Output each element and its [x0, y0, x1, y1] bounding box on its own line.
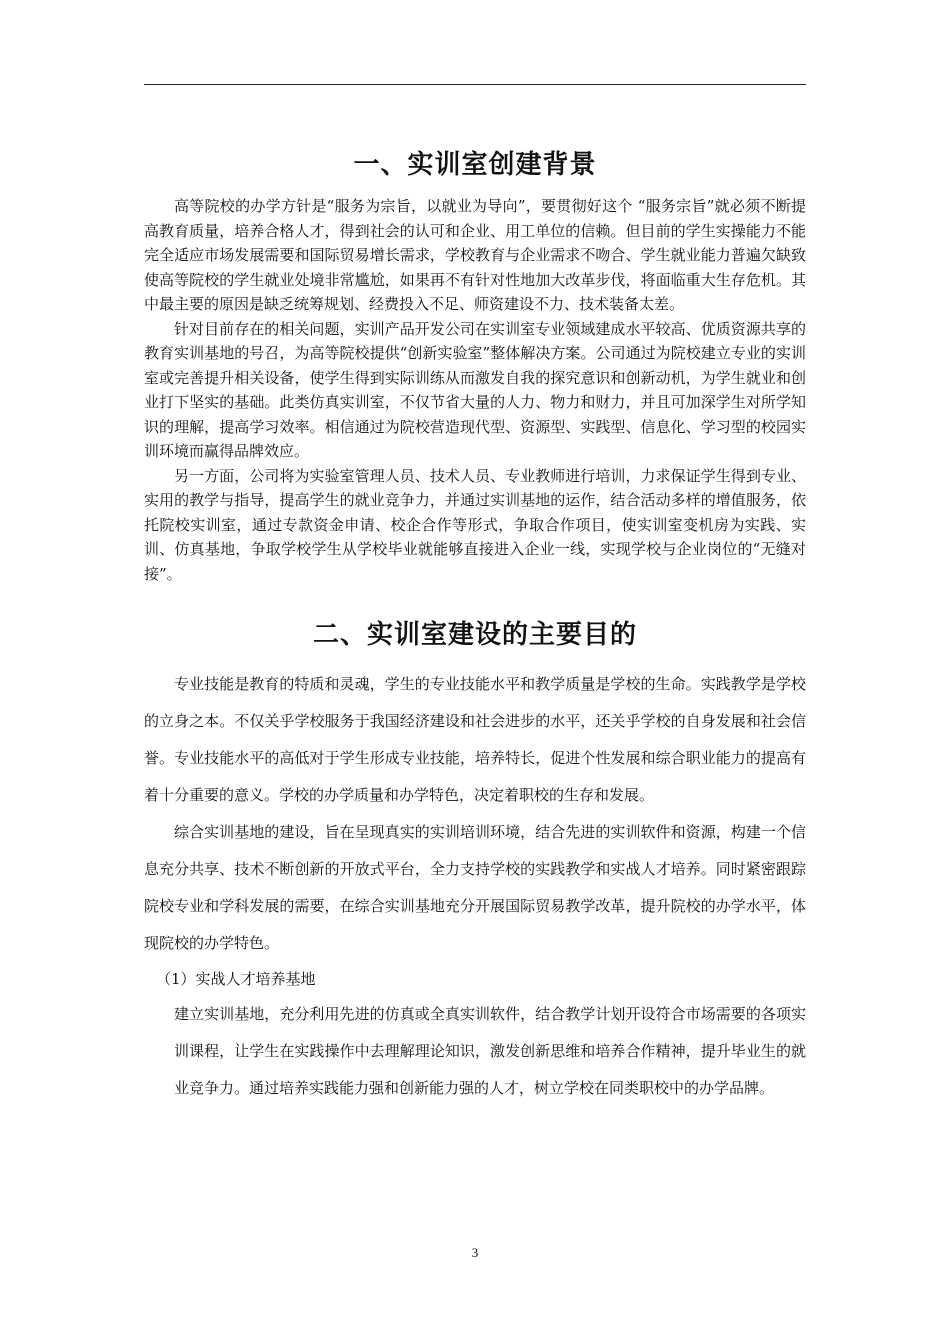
paragraph: 针对目前存在的相关问题，实训产品开发公司在实训室专业领域建成水平较高、优质资源共享的教育实训基地的号召，为高等院校提供“创新实验室”整体解决方案。公司通过为院校建立专业的实训室或完善提升相关设备，使学生得到实际训练从而激发自我的探究意识和创新动机，为学生就业和创业打下坚实的基础。此类仿真实训室，不仅节省大量的人力、物力和财力，并且可加深学生对所学知识的理解，提高学习效率。相信通过为院校营造现代型、资源型、实践型、信息化、学习型的校园实训环境而赢得品牌效应。: [144, 319, 806, 460]
section-1-title: 一、实训室创建背景: [353, 150, 597, 180]
paragraph: 另一方面，公司将为实验室管理人员、技术人员、专业教师进行培训，力求保证学生得到专业、实用的教学与指导，提高学生的就业竞争力，并通过实训基地的运作，结合活动多样的增值服务，依托院校实训室，通过专款资金申请、校企合作等形式，争取合作项目，使实训室变机房为实践、实训、仿真基地，争取学校学生从学校毕业就能够直接进入企业一线，实现学校与企业岗位的“无缝对接”。: [144, 466, 806, 583]
header-rule: [144, 84, 806, 85]
paragraph: 高等院校的办学方针是“服务为宗旨，以就业为导向”，要贯彻好这个 “服务宗旨”就必须不断提高教育质量，培养合格人才，得到社会的认可和企业、用工单位的信赖。但目前的学生实操能力不能完全适应市场发展需要和国际贸易增长需求，学校教育与企业需求不吻合、学生就业能力普遍欠缺致使高等院校的学生就业处境非常尴尬，如果再不有针对性地加大改革步伐，将面临重大生存危机。其中最主要的原因是缺乏统筹规划、经费投入不足、师资建设不力、技术装备太差。: [144, 197, 806, 313]
subheading: （1）实战人才培养基地: [156, 970, 316, 988]
paragraph: 建立实训基地，充分利用先进的仿真或全真实训软件，结合教学计划开设符合市场需要的各项实训课程，让学生在实践操作中去理解理论知识，激发创新思维和培养合作精神，提升毕业生的就业竞争力。通过培养实践能力强和创新能力强的人才，树立学校在同类职校中的办学品牌。: [174, 1005, 806, 1097]
section-2-title: 二、实训室建设的主要目的: [312, 620, 637, 650]
page-number: 3: [471, 1245, 479, 1260]
section-1-body: [144, 194, 806, 586]
paragraph: 综合实训基地的建设，旨在呈现真实的实训培训环境，结合先进的实训软件和资源，构建一个信息充分共享、技术不断创新的开放式平台，全力支持学校的实践教学和实战人才培养。同时紧密跟踪院校专业和学科发展的需要，在综合实训基地充分开展国际贸易教学改革，提升院校的办学水平，体现院校的办学特色。: [144, 823, 806, 952]
subsection-body: [144, 996, 806, 1107]
page-content: [144, 140, 806, 1107]
paragraph: 专业技能是教育的特质和灵魂，学生的专业技能水平和教学质量是学校的生命。实践教学是学校的立身之本。不仅关乎学校服务于我国经济建设和社会进步的水平，还关乎学校的自身发展和社会信誉。专业技能水平的高低对于学生形成专业技能，培养特长，促进个性发展和综合职业能力的提高有着十分重要的意义。学校的办学质量和办学特色，决定着职校的生存和发展。: [144, 675, 806, 804]
section-2-body: [144, 666, 806, 962]
